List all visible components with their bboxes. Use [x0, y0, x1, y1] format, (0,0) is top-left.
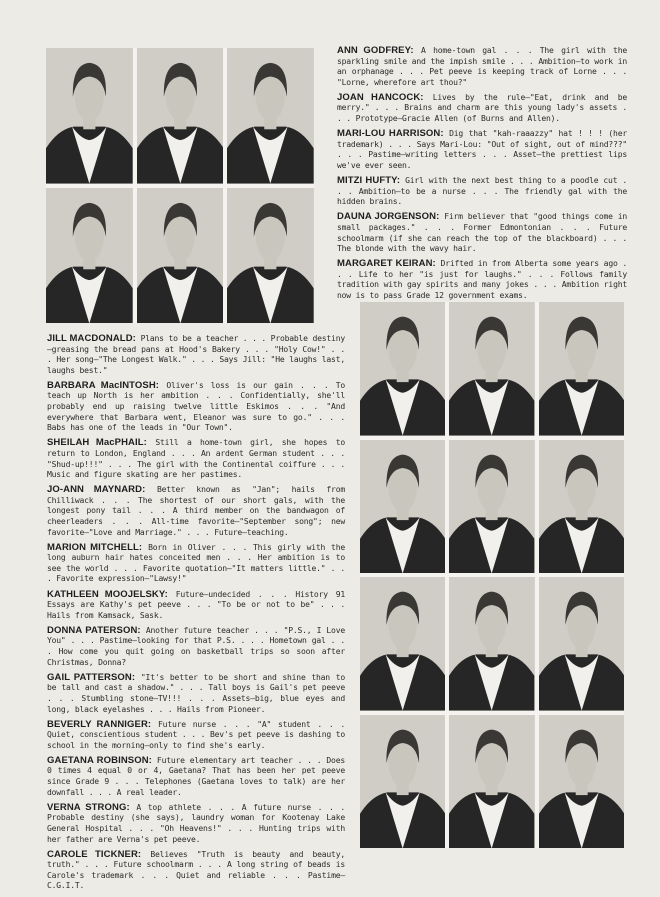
- bio-text: Future elementary art teacher . . . Does 0 times 4 equal 0 or 4, Gaetana? That has been her pet peeve since Grade 9 . . . Telephones (Gaetana loves to talk) are her downfall . . . A real leader.: [47, 755, 345, 797]
- student-portrait: [360, 440, 445, 574]
- student-bio: [337, 93, 627, 125]
- bio-column-right: [337, 46, 627, 306]
- student-name: DAUNA JORGENSON:: [337, 211, 440, 223]
- student-portrait: [449, 302, 534, 436]
- student-bio: [47, 543, 345, 585]
- bio-text: Firm believer that "good things come in small packages." . . . Former Edmontonian . . . Future schoolmarm (if she can reach the top of the blackboard) . . . The blonde with the wavy hair.: [337, 212, 627, 254]
- student-name: MARION MITCHELL:: [47, 541, 143, 553]
- student-bio: [47, 720, 345, 752]
- student-portrait: [227, 48, 314, 184]
- student-portrait: [360, 577, 445, 711]
- student-name: GAIL PATTERSON:: [47, 671, 136, 683]
- student-portrait: [449, 577, 534, 711]
- student-name: KATHLEEN MOOJELSKY:: [47, 588, 168, 600]
- bio-text: Lives by the rule—"Eat, drink and be merry." . . . Brains and charm are this young lady's assets . . . Prototype—Gracie Allen (of Burns and Allen).: [337, 92, 627, 124]
- bio-text: "It's better to be short and shine than to be tall and cast a shadow." . . . Tall boys is Gail's pet peeve . . . Stumbling stone—TV!!! . . . Assets—big, blue eyes and long, black eyelashes . . . Hails from Pioneer.: [47, 672, 345, 714]
- student-portrait: [539, 715, 624, 849]
- student-portrait: [227, 188, 314, 324]
- student-bio: [47, 803, 345, 845]
- student-bio: [337, 46, 627, 88]
- student-bio: [47, 756, 345, 798]
- student-bio: [47, 673, 345, 715]
- student-name: BEVERLY RANNIGER:: [47, 718, 152, 730]
- student-portrait: [360, 302, 445, 436]
- student-name: SHEILAH MacPHAIL:: [47, 437, 147, 449]
- student-portrait: [539, 440, 624, 574]
- student-name: JOAN HANCOCK:: [337, 91, 424, 103]
- student-portrait: [539, 302, 624, 436]
- photo-grid-top: [46, 48, 314, 323]
- student-name: MARI-LOU HARRISON:: [337, 128, 444, 140]
- bio-text: Girl with the next best thing to a poodle cut . . . Ambition—to be a nurse . . . The friendly gal with the hidden brains.: [337, 176, 627, 207]
- student-bio: [337, 176, 627, 208]
- student-name: MARGARET KEIRAN:: [337, 258, 436, 270]
- student-name: BARBARA MacINTOSH:: [47, 379, 160, 391]
- student-bio: [47, 850, 345, 892]
- bio-text: Born in Oliver . . . This girly with the long auburn hair hates conceited men . . . Her ambition is to see the world . . . Favorite quotation—"It matters little." . . . Favorite expression—"Lawsy!": [47, 542, 345, 584]
- bio-text: Still a home-town girl, she hopes to return to London, England . . . An ardent German student . . . "Shud-up!!!" . . . The girl with the Continental coiffure . . . Music and figure skating are her pastimes.: [47, 438, 345, 480]
- student-bio: [47, 626, 345, 668]
- student-bio: [337, 259, 627, 301]
- student-bio: [337, 212, 627, 254]
- bio-column-left: [47, 334, 345, 897]
- student-name: CAROLE TICKNER:: [47, 848, 142, 860]
- student-name: ANN GODFREY:: [337, 45, 414, 56]
- bio-text: Future nurse . . . "A" student . . . Quiet, conscientious student . . . Bev's pet peeve is dashing to school in the morning—only to find she's early.: [47, 719, 346, 750]
- bio-text: Dig that "kah-raaazzy" hat ! ! ! (her trademark) . . . Says Mari-Lou: "Out of sight, out of mind???" . . . Pastime—writing letters . . . Asset—the prettiest lips we've ever seen.: [337, 129, 627, 170]
- photo-grid-bottom: [360, 302, 624, 848]
- student-portrait: [539, 577, 624, 711]
- student-name: JILL MACDONALD:: [47, 333, 136, 344]
- student-portrait: [46, 48, 133, 184]
- bio-text: Oliver's loss is our gain . . . To teach up North is her ambition . . . Confidentially, she'll probably end up raising twelve little Eskimos . . . "And everywhere that Barbara went, Eleanor was sure to go." . . . Babs has one of the leads in "Our Town".: [47, 380, 345, 433]
- bio-text: Believes "Truth is beauty and beauty, truth." . . . Future schoolmarm . . . A long string of beads is Carole's trademark . . . Quiet and reliable . . . Pastime—C.G.I.T.: [47, 849, 345, 891]
- student-name: JO-ANN MAYNARD:: [47, 484, 146, 496]
- student-bio: [47, 590, 345, 622]
- student-name: VERNA STRONG:: [47, 801, 130, 813]
- student-name: GAETANA ROBINSON:: [47, 754, 152, 766]
- student-name: DONNA PATERSON:: [47, 624, 141, 636]
- student-bio: [47, 485, 345, 538]
- student-name: MITZI HUFTY:: [337, 175, 401, 187]
- student-bio: [337, 129, 627, 171]
- bio-text: Plans to be a teacher . . . Probable destiny—greasing the bread pans at Hood's Bakery . . . "Holy Cow!" . . . Her song—"The Longest Walk." . . . Says Jill: "He laughs last, laughs best.": [47, 334, 345, 375]
- bio-text: Drifted in from Alberta some years ago . . . Life to her "is just for laughs." . . . Follows family tradition with gay spirits and many jokes . . . Ambition right now is to pass Grade 12 government exams.: [337, 259, 627, 300]
- bio-text: A home-town gal . . . The girl with the sparkling smile and the impish smile . . . Ambition—to work in an orphanage . . . Pet peeve is keeping track of Lorne . . . "Lorne, wherefore art thou?": [337, 46, 627, 87]
- student-portrait: [137, 48, 224, 184]
- student-bio: [47, 334, 345, 376]
- student-portrait: [360, 715, 445, 849]
- bio-text: Future—undecided . . . History 91 Essays are Kathy's pet peeve . . . "To be or not to be" . . . Hails from Kamsack, Sask.: [47, 589, 345, 620]
- bio-text: Another future teacher . . . "P.S., I Love You" . . . Pastime—looking for that P.S. . . . Hometown gal . . . How come you quit going on basketball trips so soon after Christmas, Donna?: [47, 625, 345, 667]
- bio-text: Better known as "Jan"; hails from Chilliwack . . . The shortest of our short gals, with the longest pony tail . . . A third member on the bandwagon of cheerleaders . . . All-time favorite—"September song"; new favorite—"Love and Marriage." . . . Future—teaching.: [47, 485, 345, 537]
- student-portrait: [449, 440, 534, 574]
- student-portrait: [137, 188, 224, 324]
- student-portrait: [46, 188, 133, 324]
- bio-text: A top athlete . . . A future nurse . . . Probable destiny (she says), laundry woman for Kootenay Lake General Hospital . . . "Oh Heavens!" . . . Hunting trips with her father are Verna's pet peeve.: [47, 802, 345, 844]
- student-portrait: [449, 715, 534, 849]
- student-bio: [47, 381, 345, 434]
- student-bio: [47, 438, 345, 480]
